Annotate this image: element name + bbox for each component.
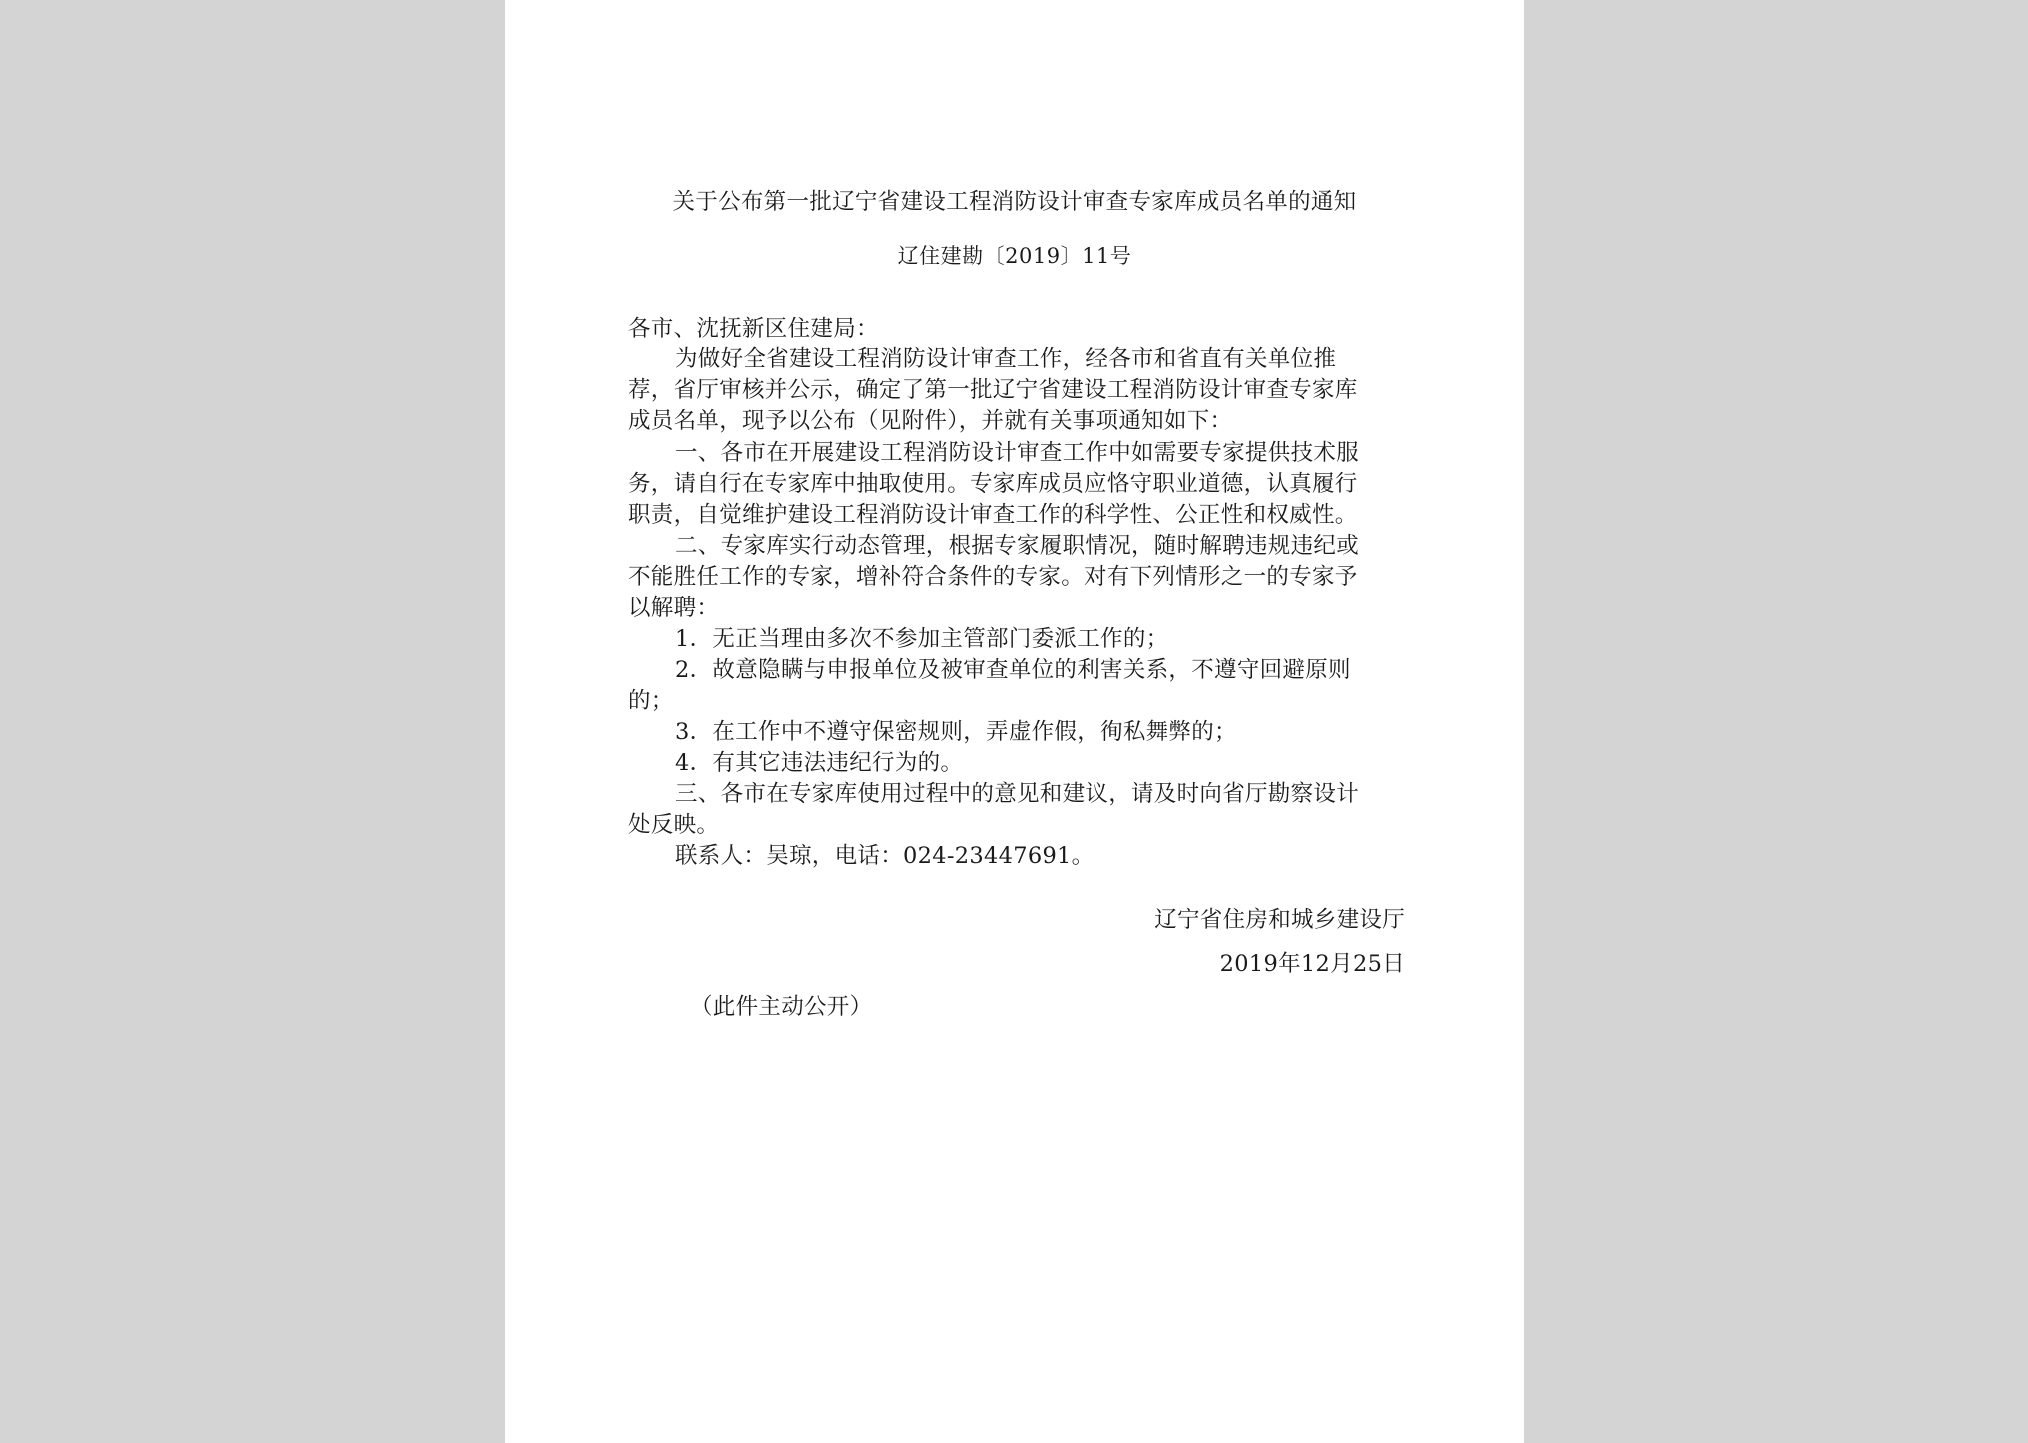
document-page [505,0,1524,1443]
body-line: 荐，省厅审核并公示，确定了第一批辽宁省建设工程消防设计审查专家库 [628,377,1358,403]
body-line: 职责，自觉维护建设工程消防设计审查工作的科学性、公正性和权威性。 [628,502,1358,528]
body-line: 成员名单，现予以公布（见附件），并就有关事项通知如下： [628,408,1233,434]
body-line: 不能胜任工作的专家，增补符合条件的专家。对有下列情形之一的专家予 [628,564,1358,590]
body-line: 为做好全省建设工程消防设计审查工作，经各市和省直有关单位推 [675,346,1337,372]
body-line: 二、专家库实行动态管理，根据专家履职情况，随时解聘违规违纪或 [675,533,1360,559]
list-item-continuation: 的； [628,688,674,714]
document-title: 关于公布第一批辽宁省建设工程消防设计审查专家库成员名单的通知 [672,189,1357,215]
disclosure-note: （此件主动公开） [690,994,873,1020]
body-line: 务，请自行在专家库中抽取使用。专家库成员应恪守职业道德，认真履行 [628,471,1358,497]
list-item: 1．无正当理由多次不参加主管部门委派工作的； [675,626,1169,652]
list-item: 3．在工作中不遵守保密规则，弄虚作假，徇私舞弊的； [675,719,1237,745]
body-line: 处反映。 [628,812,720,838]
issue-date: 2019年12月25日 [1219,951,1405,977]
issuer-signature: 辽宁省住房和城乡建设厅 [1154,907,1405,933]
contact-line: 联系人：吴琼，电话：024-23447691。 [675,843,1095,869]
document-number: 辽住建勘〔2019〕11号 [897,244,1132,268]
salutation: 各市、沈抚新区住建局： [628,316,879,342]
body-line: 三、各市在专家库使用过程中的意见和建议，请及时向省厅勘察设计 [675,781,1360,807]
notice-document [505,0,1524,1443]
list-item: 2．故意隐瞒与申报单位及被审查单位的利害关系，不遵守回避原则 [675,657,1351,683]
list-item: 4．有其它违法违纪行为的。 [675,750,964,776]
body-line: 一、各市在开展建设工程消防设计审查工作中如需要专家提供技术服 [675,440,1360,466]
body-line: 以解聘： [628,595,720,621]
